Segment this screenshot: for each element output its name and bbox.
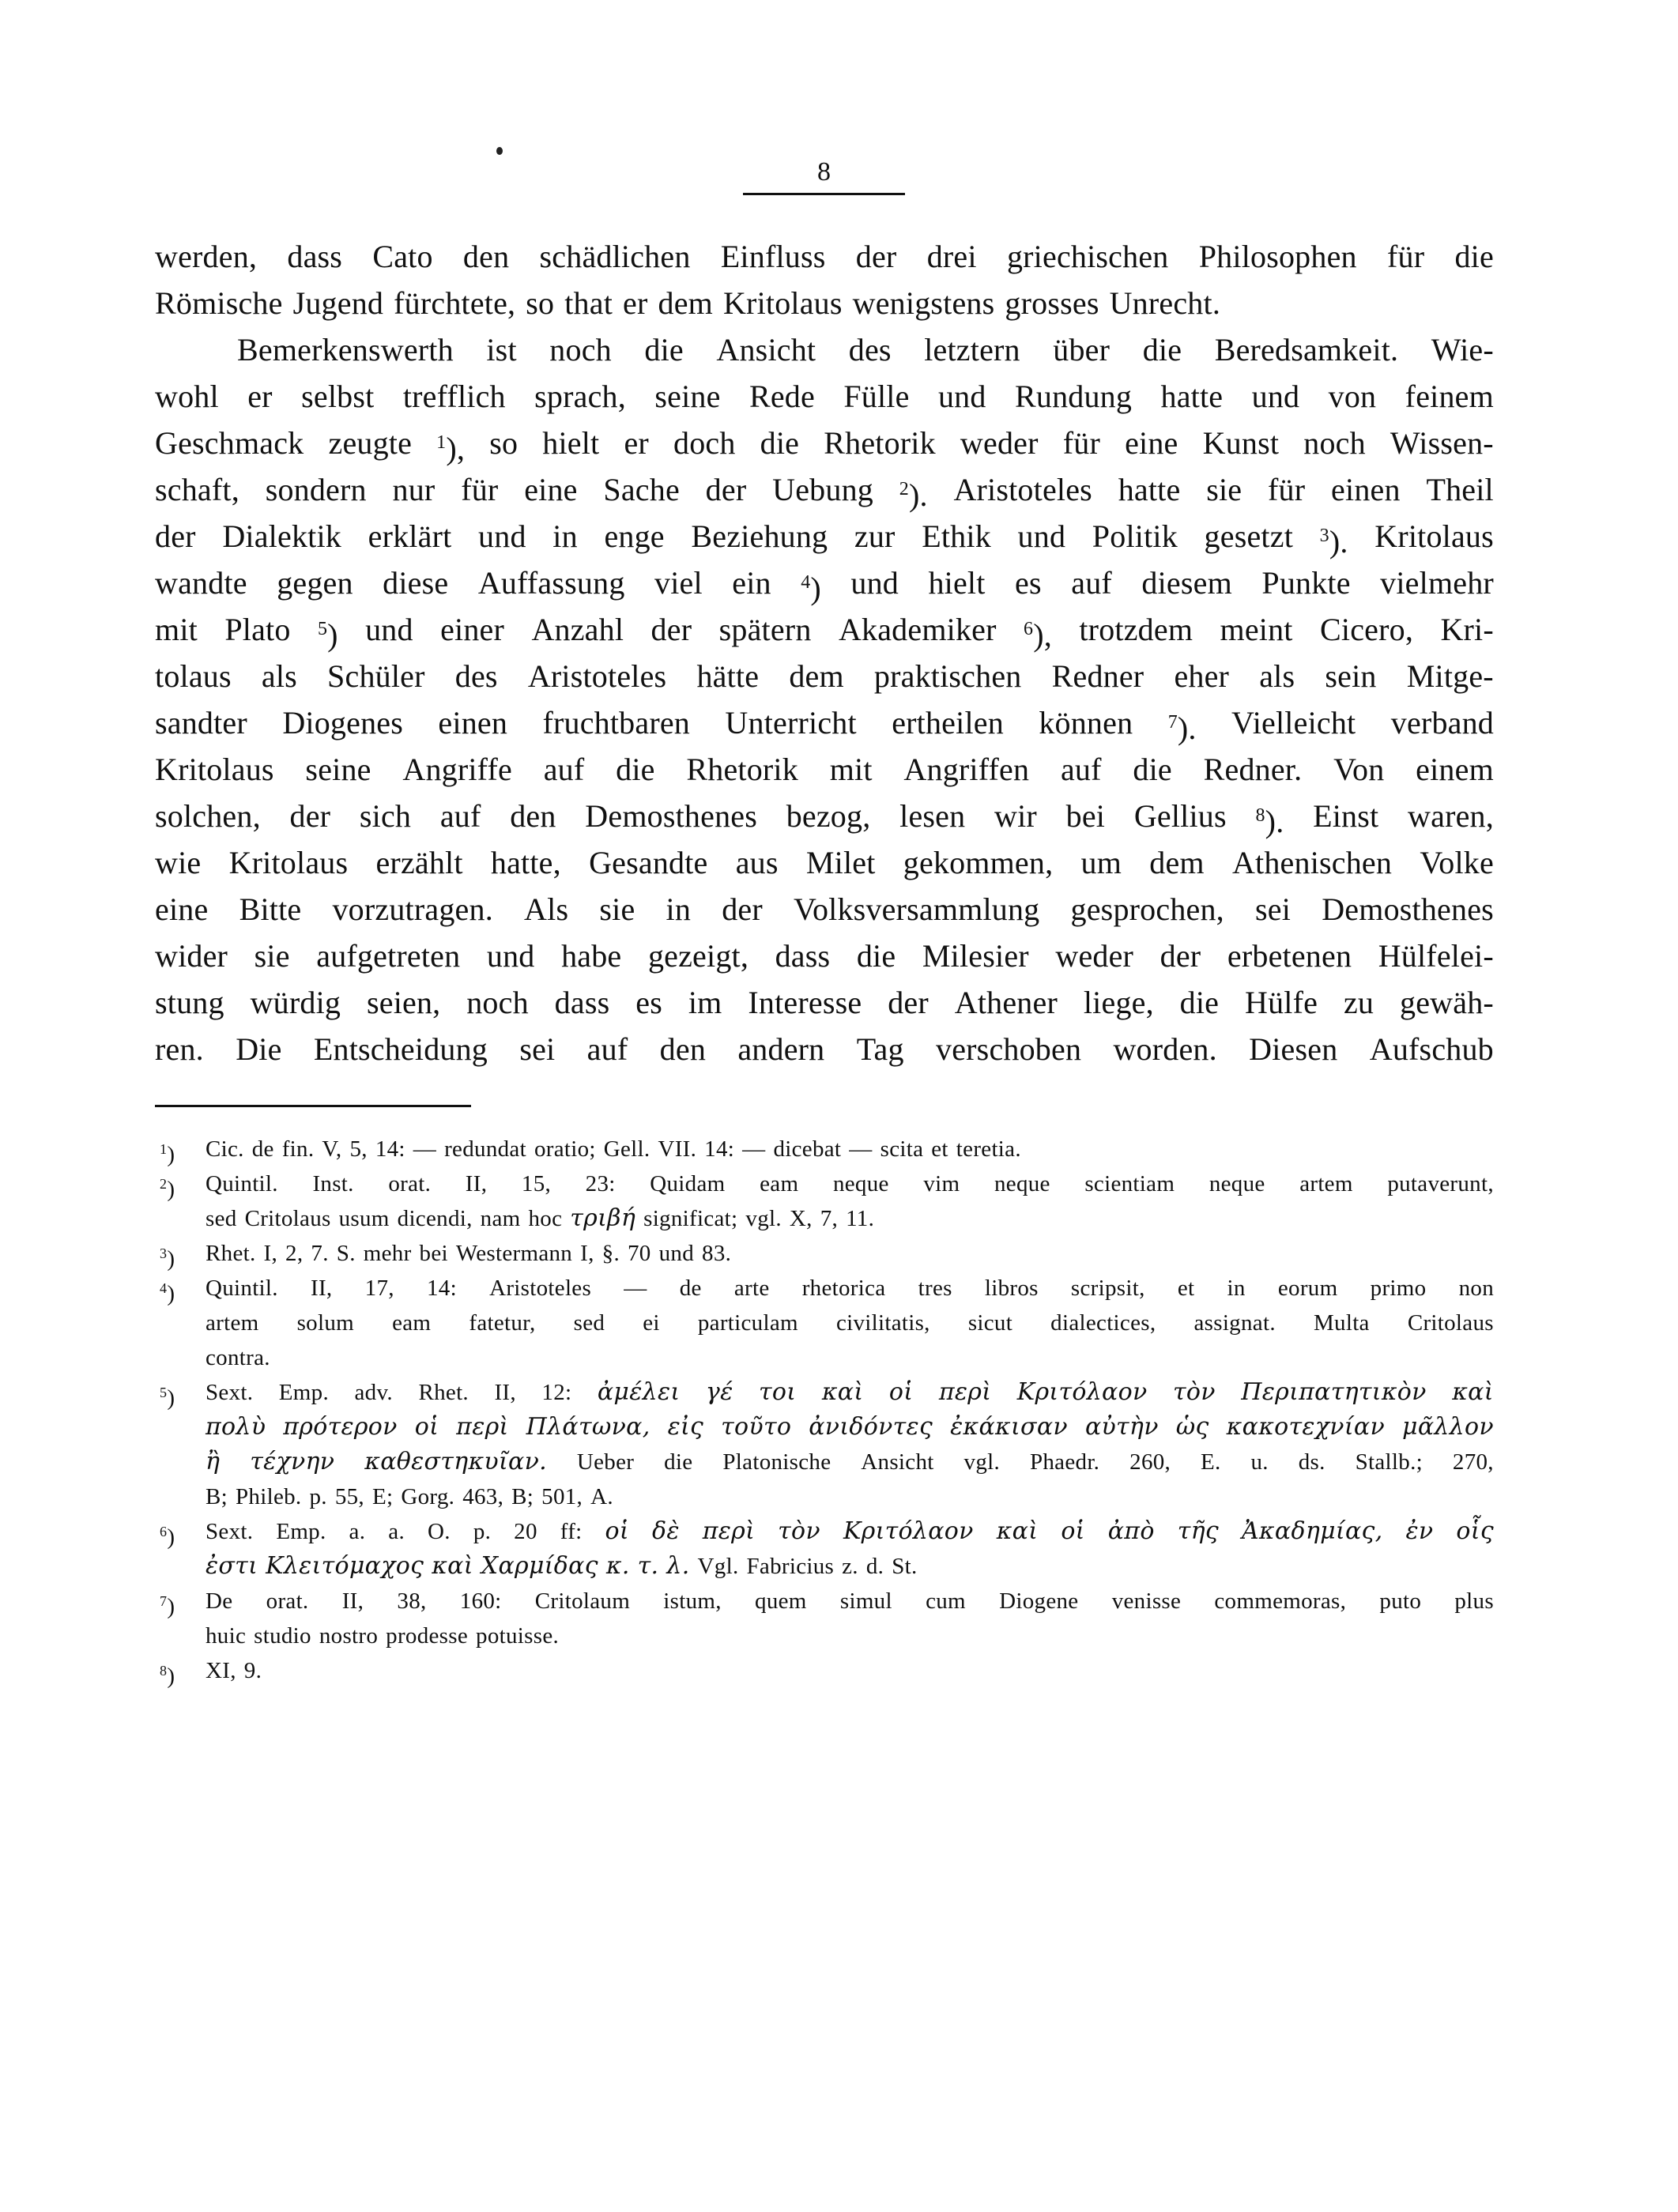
footnote-marker: $^3$) (160, 1245, 175, 1272)
text-line: sandter Diogenes einen fruchtbaren Unterricht ertheilen können $^7$). Vielleicht verband (155, 705, 1494, 746)
footnote-2 (160, 1166, 1494, 1236)
footnote-line: Cic. de fin. V, 5, 14: — redundat oratio; Gell. VII. 14: — dicebat — scita et teretia. (206, 1136, 1021, 1162)
text-line: Bemerkenswerth ist noch die Ansicht des letztern über die Beredsamkeit. Wie- (237, 332, 1494, 367)
text-line: stung würdig seien, noch dass es im Interesse der Athener liege, die Hülfe zu gewäh- (155, 985, 1494, 1020)
footnote-line: sed Critolaus usum dicendi, nam hoc τριβή significat; vgl. X, 7, 11. (206, 1204, 875, 1232)
text-line: ren. Die Entscheidung sei auf den andern Tag verschoben worden. Diesen Aufschub (155, 1031, 1494, 1067)
text-line: Geschmack zeugte $^1$), so hielt er doch die Rhetorik weder für eine Kunst noch Wissen- (155, 425, 1494, 466)
footnote-4 (160, 1271, 1494, 1375)
footnote-5 (160, 1375, 1494, 1514)
footnote-line: Rhet. I, 2, 7. S. mehr bei Westermann I, §. 70 und 83. (206, 1241, 732, 1266)
footnote-line: De orat. II, 38, 160: Critolaum istum, quem simul cum Diogene venisse commemoras, puto plus (206, 1588, 1494, 1614)
footnote-marker: $^8$) (160, 1663, 175, 1689)
footnote-line: XI, 9. (206, 1658, 262, 1683)
footnote-3 (160, 1236, 1494, 1272)
footnote-line: artem solum eam fatetur, sed ei particulam civilitatis, sicut dialectices, assignat. Multa Critolaus (206, 1310, 1494, 1336)
footnote-8 (160, 1653, 1494, 1689)
text-line: wandte gegen diese Auffassung viel ein $^4$) und hielt es auf diesem Punkte vielmehr (155, 565, 1494, 606)
footnote-line: contra. (206, 1345, 270, 1370)
text-line: werden, dass Cato den schädlichen Einfluss der drei griechischen Philosophen für die (155, 239, 1494, 274)
text-line: schaft, sondern nur für eine Sache der Uebung $^2$). Aristoteles hatte sie für einen Theil (155, 472, 1494, 513)
footnotes (160, 1132, 1494, 1689)
text-line: tolaus als Schüler des Aristoteles hätte dem praktischen Redner eher als sein Mitge- (155, 658, 1494, 694)
text-line: der Dialektik erklärt und in enge Beziehung zur Ethik und Politik gesetzt $^3$). Kritolaus (155, 518, 1494, 560)
footnote-line: ἐστι Κλειτόμαχος καὶ Χαρμίδας κ. τ. λ. Vgl. Fabricius z. d. St. (206, 1552, 918, 1580)
footnote-line: Sext. Emp. adv. Rhet. II, 12: ἀμέλει γέ τοι καὶ οἱ περὶ Κριτόλαον τὸν Περιπατητικὸν καὶ (206, 1378, 1494, 1406)
footnote-line: πολὺ πρότερον οἱ περὶ Πλάτωνα, εἰς τοῦτο ἀνιδόντες ἐκάκισαν αὐτὴν ὡς κακοτεχνίαν μᾶλλον (206, 1413, 1494, 1441)
footnote-marker: $^5$) (160, 1385, 175, 1411)
footnote-marker: $^7$) (160, 1593, 175, 1619)
text-line: eine Bitte vorzutragen. Als sie in der Volksversammlung gesprochen, sei Demosthenes (155, 891, 1494, 927)
footnote-line: Quintil. II, 17, 14: Aristoteles — de arte rhetorica tres libros scripsit, et in eorum primo non (206, 1276, 1494, 1301)
footnote-1 (160, 1132, 1494, 1167)
footnote-marker: $^1$) (160, 1141, 175, 1167)
footnote-marker: $^6$) (160, 1524, 175, 1550)
ink-speck (496, 147, 503, 155)
footnote-line: ἢ τέχνην καθεστηκυῖαν. Ueber die Platonische Ansicht vgl. Phaedr. 260, E. u. ds. Stallb.; 270, (206, 1448, 1494, 1475)
text-line: wohl er selbst trefflich sprach, seine Rede Fülle und Rundung hatte und von feinem (155, 379, 1494, 414)
text-line: Römische Jugend fürchtete, so that er dem Kritolaus wenigstens grosses Unrecht. (155, 285, 1221, 321)
footnote-line: B; Phileb. p. 55, E; Gorg. 463, B; 501, A. (206, 1484, 613, 1509)
footnote-line: Quintil. Inst. orat. II, 15, 23: Quidam eam neque vim neque scientiam neque artem putaverunt, (206, 1171, 1494, 1196)
footnote-7 (160, 1584, 1494, 1653)
footnote-line: huic studio nostro prodesse potuisse. (206, 1623, 560, 1649)
footnote-line: Sext. Emp. a. a. O. p. 20 ff: οἱ δὲ περὶ τὸν Κριτόλαον καὶ οἱ ἀπὸ τῆς Ἀκαδημίας, ἐν οἷς (206, 1517, 1494, 1545)
footnote-marker: $^4$) (160, 1280, 175, 1306)
main-text (155, 233, 1494, 1072)
text-line: Kritolaus seine Angriffe auf die Rhetorik mit Angriffen auf die Redner. Von einem (155, 752, 1494, 787)
text-line: wie Kritolaus erzählt hatte, Gesandte aus Milet gekommen, um dem Athenischen Volke (155, 845, 1494, 880)
text-line: mit Plato $^5$) und einer Anzahl der spätern Akademiker $^6$), trotzdem meint Cicero, Kri- (155, 612, 1494, 653)
page-number: 8 (743, 156, 905, 195)
text-line: wider sie aufgetreten und habe gezeigt, dass die Milesier weder der erbetenen Hülfelei- (155, 938, 1494, 974)
text-line: solchen, der sich auf den Demosthenes bezog, lesen wir bei Gellius $^8$). Einst waren, (155, 798, 1494, 839)
footnote-6 (160, 1514, 1494, 1584)
footnote-marker: $^2$) (160, 1176, 175, 1202)
footnote-divider (155, 1105, 471, 1107)
